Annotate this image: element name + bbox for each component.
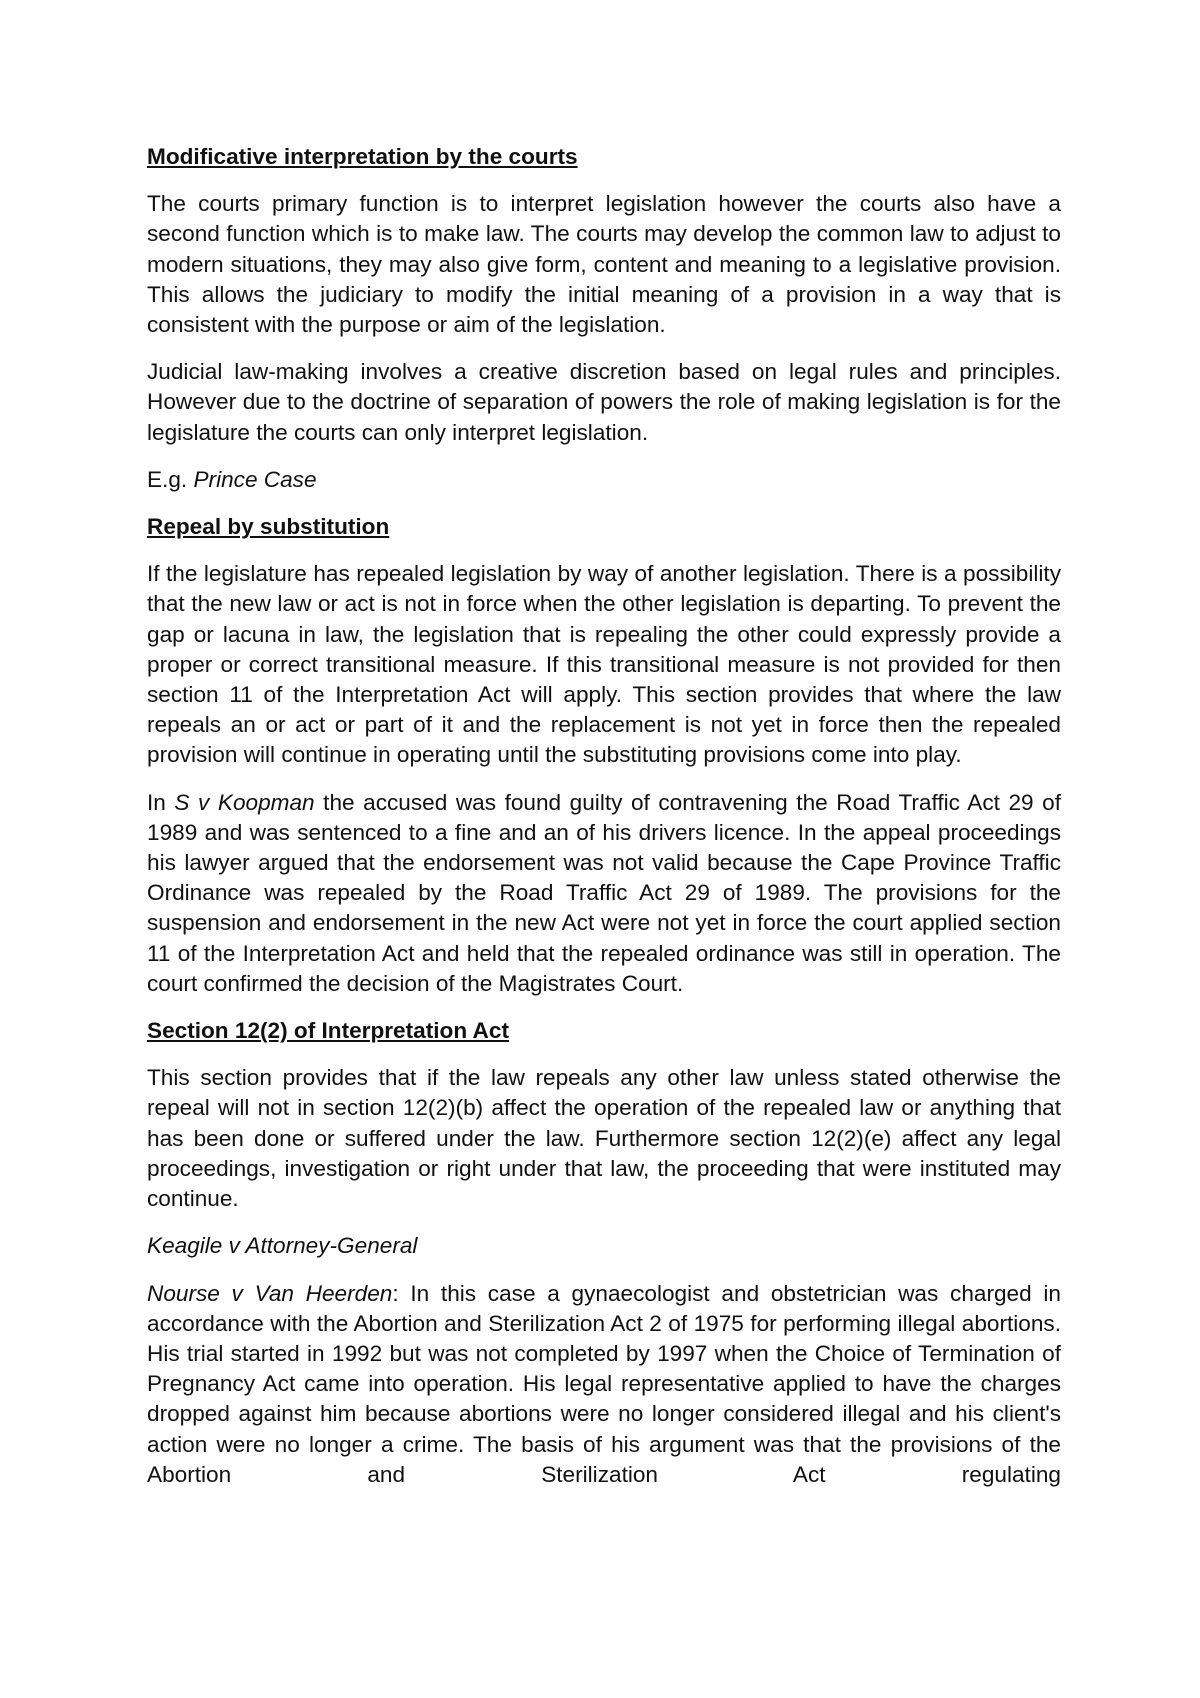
case-name-prince: Prince Case — [193, 466, 317, 492]
case-name-nourse: Nourse v Van Heerden — [147, 1280, 393, 1306]
example-prefix: E.g. — [147, 466, 194, 492]
heading-modificative-interpretation: Modificative interpretation by the courts — [147, 144, 578, 169]
paragraph-keagile — [147, 1231, 1061, 1261]
koopman-text: the accused was found guilty of contravening the Road Traffic Act 29 of 1989 and was sentenced to a fine and an of his drivers licence. In the appeal proceedings his lawyer argued that the endorsement was not valid because the Cape Province Traffic Ordinance was repealed by the Road Traffic Act 29 of 1989. The provisions for the suspension and endorsement in the new Act were not yet in force the court applied section 11 of the Interpretation Act and held that the repealed ordinance was still in operation. The court confirmed the decision of the Magistrates Court. — [147, 789, 1061, 996]
paragraph-koopman — [147, 788, 1061, 999]
heading-repeal-by-substitution: Repeal by substitution — [147, 514, 390, 540]
paragraph-example — [147, 465, 1061, 495]
paragraph-section-12-2: This section provides that if the law repeals any other law unless stated otherwise the repeal will not in section 12(2)(b) affect the operation of the repealed law or anything that has been done or suffered under the law. Furthermore section 12(2)(e) affect any legal proceedings, investigation or right under that law, the proceeding that were instituted may continue. — [147, 1065, 1061, 1212]
paragraph-judicial-law-making: Judicial law-making involves a creative discretion based on legal rules and principles. However due to the doctrine of separation of powers the role of making legislation is for the legislature the courts can only interpret legislation. — [147, 359, 1061, 445]
document-page — [147, 142, 1061, 1507]
koopman-prefix: In — [147, 789, 175, 815]
case-name-keagile: Keagile v Attorney-General — [147, 1233, 418, 1259]
heading-section-12-2: Section 12(2) of Interpretation Act — [147, 1018, 509, 1044]
paragraph-courts-function: The courts primary function is to interpret legislation however the courts also have a second function which is to make law. The courts may develop the common law to adjust to modern situations, they may also give form, content and meaning to a legislative provision. This allows the judiciary to modify the initial meaning of a provision in a way that is consistent with the purpose or aim of the legislation. — [147, 191, 1061, 338]
paragraph-nourse — [147, 1279, 1061, 1490]
case-name-koopman: S v Koopman — [174, 789, 315, 815]
paragraph-repeal-substitution: If the legislature has repealed legislation by way of another legislation. There is a possibility that the new law or act is not in force when the other legislation is departing. To prevent the gap or lacuna in law, the legislation that is repealing the other could expressly provide a proper or correct transitional measure. If this transitional measure is not provided for then section 11 of the Interpretation Act will apply. This section provides that where the law repeals an or act or part of it and the replacement is not yet in force then the repealed provision will continue in operating until the substituting provisions come into play. — [147, 561, 1061, 768]
nourse-text: : In this case a gynaecologist and obstetrician was charged in accordance with the Abortion and Sterilization Act 2 of 1975 for performing illegal abortions. His trial started in 1992 but was not completed by 1997 when the Choice of Termination of Pregnancy Act came into operation. His legal representative applied to have the charges dropped against him because abortions were no longer considered illegal and his client's action were no longer a crime. The basis of his argument was that the provisions of the Abortion and Sterilization Act regulating — [147, 1280, 1061, 1487]
